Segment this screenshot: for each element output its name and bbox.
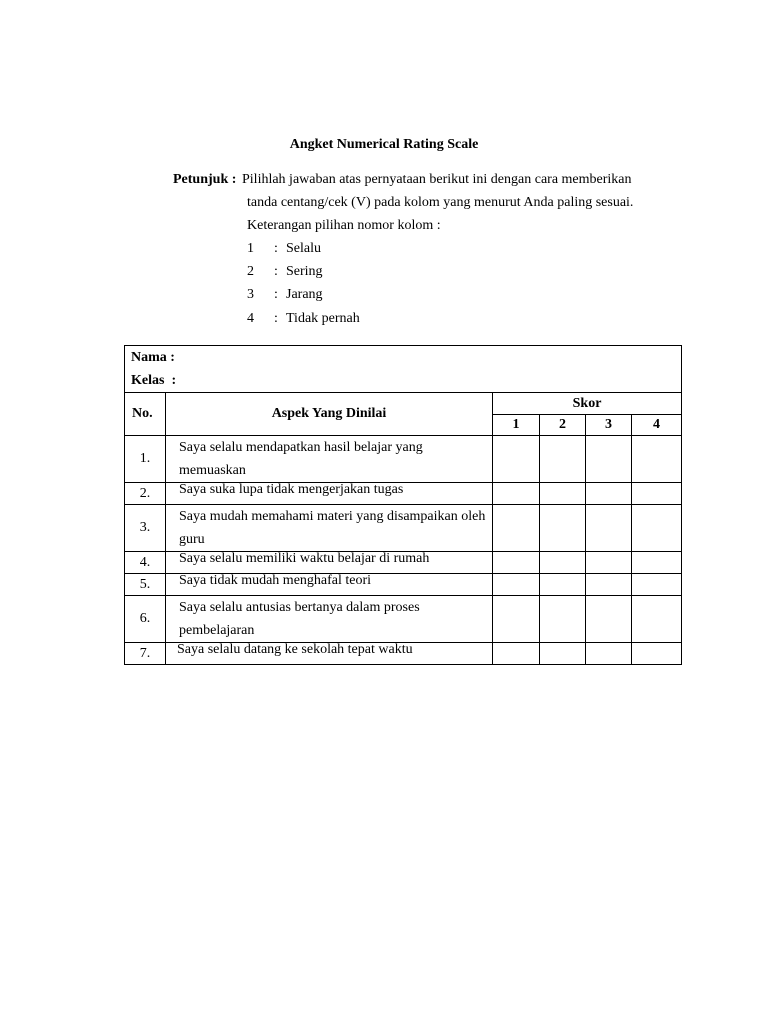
- score-cell-4[interactable]: [632, 552, 682, 574]
- item-number: 2.: [125, 483, 166, 505]
- score-cell-2[interactable]: [540, 483, 586, 505]
- item-statement: Saya selalu mendapatkan hasil belajar yang memuaskan: [166, 436, 493, 483]
- score-cell-3[interactable]: [586, 436, 632, 483]
- instruction-line-1: Pilihlah jawaban atas pernyataan berikut ini dengan cara memberikan: [242, 172, 632, 187]
- score-cell-2[interactable]: [540, 552, 586, 574]
- item-number: 5.: [125, 574, 166, 596]
- item-number: 1.: [125, 436, 166, 483]
- item-statement: Saya suka lupa tidak mengerjakan tugas: [166, 483, 493, 505]
- score-cell-1[interactable]: [493, 596, 540, 643]
- instruction-line-2: tanda centang/cek (V) pada kolom yang menurut Anda paling sesuai.: [247, 195, 634, 210]
- option-separator: :: [274, 311, 278, 326]
- score-cell-3[interactable]: [586, 505, 632, 552]
- item-number: 4.: [125, 552, 166, 574]
- option-number: 2: [247, 264, 254, 279]
- score-cell-3[interactable]: [586, 596, 632, 643]
- option-label: Jarang: [286, 287, 323, 302]
- score-cell-1[interactable]: [493, 483, 540, 505]
- item-number: 6.: [125, 596, 166, 643]
- score-cell-1[interactable]: [493, 643, 540, 665]
- item-statement: Saya mudah memahami materi yang disampaikan oleh guru: [166, 505, 493, 552]
- option-label: Sering: [286, 264, 323, 279]
- header-no: No.: [125, 393, 166, 436]
- score-header-2: 2: [540, 415, 586, 436]
- student-info-cell: [125, 346, 682, 393]
- score-cell-2[interactable]: [540, 505, 586, 552]
- kelas-field-label: Kelas :: [131, 373, 177, 388]
- table-row: [125, 483, 682, 505]
- table-row: [125, 552, 682, 574]
- score-cell-1[interactable]: [493, 552, 540, 574]
- item-statement: Saya selalu antusias bertanya dalam proses pembelajaran: [166, 596, 493, 643]
- item-statement: Saya selalu memiliki waktu belajar di rumah: [166, 552, 493, 574]
- score-cell-4[interactable]: [632, 436, 682, 483]
- score-cell-4[interactable]: [632, 483, 682, 505]
- table-row: [125, 505, 682, 552]
- score-cell-1[interactable]: [493, 505, 540, 552]
- score-cell-4[interactable]: [632, 596, 682, 643]
- score-cell-1[interactable]: [493, 574, 540, 596]
- header-skor: Skor: [493, 393, 682, 415]
- score-cell-3[interactable]: [586, 552, 632, 574]
- item-statement: Saya selalu datang ke sekolah tepat waktu: [166, 643, 493, 665]
- option-separator: :: [274, 264, 278, 279]
- score-cell-4[interactable]: [632, 505, 682, 552]
- option-label: Tidak pernah: [286, 311, 360, 326]
- header-aspek: Aspek Yang Dinilai: [166, 393, 493, 436]
- option-number: 1: [247, 241, 254, 256]
- score-cell-4[interactable]: [632, 574, 682, 596]
- rating-table: [124, 345, 682, 665]
- item-number: 3.: [125, 505, 166, 552]
- score-cell-3[interactable]: [586, 643, 632, 665]
- score-cell-2[interactable]: [540, 574, 586, 596]
- table-row: [125, 596, 682, 643]
- score-cell-4[interactable]: [632, 643, 682, 665]
- table-row: [125, 643, 682, 665]
- item-statement: Saya tidak mudah menghafal teori: [166, 574, 493, 596]
- score-header-3: 3: [586, 415, 632, 436]
- score-header-4: 4: [632, 415, 682, 436]
- table-row: [125, 574, 682, 596]
- score-cell-2[interactable]: [540, 596, 586, 643]
- instruction-line-3: Keterangan pilihan nomor kolom :: [247, 218, 441, 233]
- option-number: 4: [247, 311, 254, 326]
- nama-field-label: Nama :: [131, 350, 175, 365]
- score-cell-3[interactable]: [586, 483, 632, 505]
- student-info-row: [125, 346, 682, 393]
- score-header-1: 1: [493, 415, 540, 436]
- page-title: Angket Numerical Rating Scale: [289, 137, 479, 152]
- table-header-row: [125, 393, 682, 415]
- item-number: 7.: [125, 643, 166, 665]
- option-number: 3: [247, 287, 254, 302]
- option-label: Selalu: [286, 241, 321, 256]
- option-separator: :: [274, 241, 278, 256]
- instructions-label: Petunjuk :: [173, 172, 237, 187]
- score-cell-2[interactable]: [540, 643, 586, 665]
- score-cell-1[interactable]: [493, 436, 540, 483]
- table-row: [125, 436, 682, 483]
- score-cell-2[interactable]: [540, 436, 586, 483]
- option-separator: :: [274, 287, 278, 302]
- score-cell-3[interactable]: [586, 574, 632, 596]
